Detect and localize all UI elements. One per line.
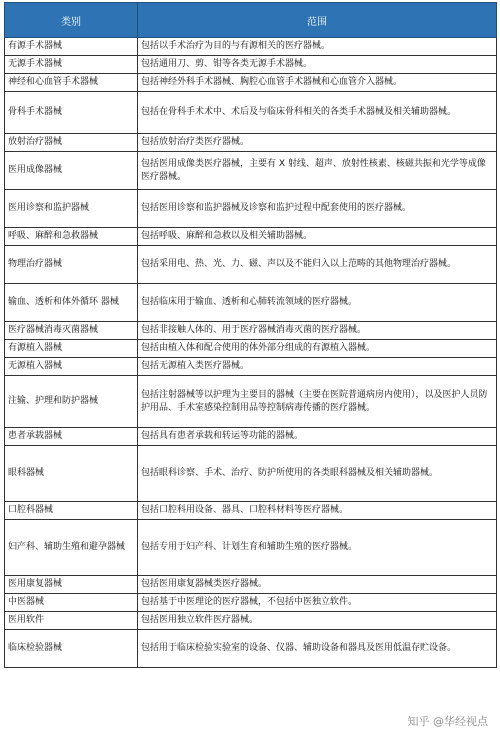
scope-cell: 包括具有患者承载和转运等功能的器械。: [138, 428, 497, 446]
scope-cell: 包括放射治疗类医疗器械。: [138, 134, 497, 152]
scope-cell: 包括采用电、热、光、力、磁、声以及不能归入以上范畴的其他物理治疗器械。: [138, 246, 497, 284]
table-row: [5, 340, 497, 358]
category-cell: 有源植入器械: [5, 340, 138, 358]
category-cell: 骨科手术器械: [5, 92, 138, 134]
scope-cell: 包括用于临床检验实验室的设备、仪器、辅助设备和器具及医用低温存贮设备。: [138, 630, 497, 668]
table-row: [5, 428, 497, 446]
table-row: [5, 92, 497, 134]
category-cell: 无源手术器械: [5, 56, 138, 74]
table-row: [5, 446, 497, 502]
table-row: [5, 358, 497, 376]
scope-cell: 包括医用康复器械类医疗器械。: [138, 576, 497, 594]
category-cell: 医用软件: [5, 612, 138, 630]
scope-cell: 包括无源植入类医疗器械。: [138, 358, 497, 376]
table-row: [5, 612, 497, 630]
category-cell: 输血、透析和体外循环 器械: [5, 284, 138, 322]
scope-cell: 包括以手术治疗为目的与有源相关的医疗器械。: [138, 38, 497, 56]
scope-cell: 包括临床用于输血、透析和心肺转流领域的医疗器械。: [138, 284, 497, 322]
header-scope: 范围: [138, 3, 497, 38]
table-row: [5, 190, 497, 228]
scope-cell: 包括在骨科手术术中、术后及与临床骨科相关的各类手术器械及相关辅助器械。: [138, 92, 497, 134]
device-classification-table-wrapper: [4, 2, 496, 668]
category-cell: 医用诊察和监护器械: [5, 190, 138, 228]
table-row: [5, 502, 497, 520]
scope-cell: 包括呼吸、麻醉和急救以及相关辅助器械。: [138, 228, 497, 246]
table-row: [5, 38, 497, 56]
category-cell: 神经和心血管手术器械: [5, 74, 138, 92]
table-row: [5, 376, 497, 428]
table-header-row: [5, 3, 497, 38]
category-cell: 妇产科、辅助生殖和避孕器械: [5, 520, 138, 576]
category-cell: 呼吸、麻醉和急救器械: [5, 228, 138, 246]
table-row: [5, 246, 497, 284]
scope-cell: 包括基于中医理论的医疗器械，不包括中医独立软件。: [138, 594, 497, 612]
scope-cell: 包括口腔科用设备、器具、口腔科材料等医疗器械。: [138, 502, 497, 520]
scope-cell: 包括通用刀、剪、钳等各类无源手术器械。: [138, 56, 497, 74]
table-row: [5, 520, 497, 576]
category-cell: 医用成像器械: [5, 152, 138, 190]
category-cell: 医疗器械消毒灭菌器械: [5, 322, 138, 340]
category-cell: 医用康复器械: [5, 576, 138, 594]
scope-cell: 包括神经外科手术器械、胸腔心血管手术器械和心血管介入器械。: [138, 74, 497, 92]
category-cell: 中医器械: [5, 594, 138, 612]
table-row: [5, 152, 497, 190]
table-body: [5, 38, 497, 668]
zhihu-watermark: [408, 713, 489, 729]
category-cell: 眼科器械: [5, 446, 138, 502]
category-cell: 无源植入器械: [5, 358, 138, 376]
scope-cell: 包括医用成像类医疗器械，主要有 X 射线、超声、放射性核素、核磁共振和光学等成像医疗器械。: [138, 152, 497, 190]
table-row: [5, 74, 497, 92]
scope-cell: 包括由植入体和配合使用的体外部分组成的有源植入器械。: [138, 340, 497, 358]
category-cell: 放射治疗器械: [5, 134, 138, 152]
scope-cell: 包括非接触人体的、用于医疗器械消毒灭菌的医疗器械。: [138, 322, 497, 340]
table-row: [5, 322, 497, 340]
category-cell: 口腔科器械: [5, 502, 138, 520]
table-row: [5, 284, 497, 322]
category-cell: 注输、护理和防护器械: [5, 376, 138, 428]
category-cell: 患者承载器械: [5, 428, 138, 446]
table-row: [5, 594, 497, 612]
category-cell: 物理治疗器械: [5, 246, 138, 284]
header-category: 类别: [5, 3, 138, 38]
category-cell: 临床检验器械: [5, 630, 138, 668]
scope-cell: 包括医用独立软件医疗器械。: [138, 612, 497, 630]
table-row: [5, 228, 497, 246]
watermark-text: 知乎 @华经视点: [407, 715, 488, 728]
table-row: [5, 56, 497, 74]
table-row: [5, 134, 497, 152]
scope-cell: 包括专用于妇产科、计划生育和辅助生殖的医疗器械。: [138, 520, 497, 576]
device-classification-table: [4, 2, 497, 668]
scope-cell: 包括医用诊察和监护器械及诊察和监护过程中配套使用的医疗器械。: [138, 190, 497, 228]
table-row: [5, 576, 497, 594]
scope-cell: 包括注射器械等以护理为主要目的器械（主要在医院普通病房内使用），以及医护人员防护用品、手术室感染控制用品等控制病毒传播的医疗器械。: [138, 376, 497, 428]
table-row: [5, 630, 497, 668]
category-cell: 有源手术器械: [5, 38, 138, 56]
scope-cell: 包括眼科诊察、手术、治疗、防护所使用的各类眼科器械及相关辅助器械。: [138, 446, 497, 502]
